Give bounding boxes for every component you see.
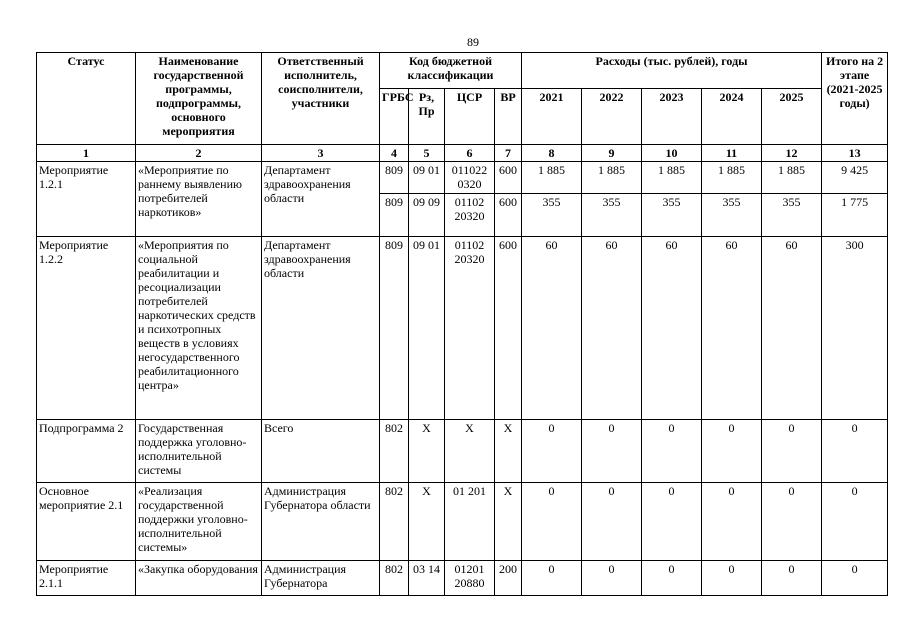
cell-value: 0 [582, 482, 642, 560]
cell-value: 0 [522, 420, 582, 483]
cell-rzpr: Х [409, 420, 445, 483]
header-vr: ВР [495, 89, 522, 145]
cell-rzpr: Х [409, 482, 445, 560]
cell-value: 0 [522, 560, 582, 595]
cell-value: 0 [762, 482, 822, 560]
cell-value: 1 885 [522, 162, 582, 194]
cell-total: 300 [822, 236, 888, 420]
cell-grbs: 802 [380, 420, 409, 483]
cell-value: 60 [762, 236, 822, 420]
cell-vr: 600 [495, 194, 522, 236]
cell-value: 0 [642, 420, 702, 483]
budget-table [36, 52, 888, 596]
header-budget-code: Код бюджетной классификации [380, 53, 522, 89]
row-name: «Реализация государственной поддержки уголовно-исполнительной системы» [136, 482, 262, 560]
column-number: 4 [380, 145, 409, 162]
column-number: 8 [522, 145, 582, 162]
cell-value: 0 [762, 560, 822, 595]
cell-value: 355 [762, 194, 822, 236]
cell-rzpr: 03 14 [409, 560, 445, 595]
header-executor: Ответственный исполнитель, соисполнители, участники [262, 53, 380, 145]
cell-value: 60 [642, 236, 702, 420]
row-status: Мероприятие 1.2.1 [37, 162, 136, 237]
cell-value: 1 885 [642, 162, 702, 194]
cell-value: 355 [702, 194, 762, 236]
column-number: 10 [642, 145, 702, 162]
cell-value: 0 [582, 560, 642, 595]
header-year: 2025 [762, 89, 822, 145]
cell-value: 0 [642, 560, 702, 595]
column-number: 3 [262, 145, 380, 162]
cell-value: 60 [582, 236, 642, 420]
header-name: Наименование государственной программы, подпрограммы, основного мероприятия [136, 53, 262, 145]
cell-value: 60 [522, 236, 582, 420]
table-row [37, 162, 888, 194]
cell-total: 9 425 [822, 162, 888, 194]
header-rzpr: Рз, Пр [409, 89, 445, 145]
cell-total: 0 [822, 560, 888, 595]
cell-total: 0 [822, 482, 888, 560]
cell-csr: 01102 20320 [445, 194, 495, 236]
cell-vr: Х [495, 482, 522, 560]
cell-grbs: 809 [380, 162, 409, 194]
cell-total: 1 775 [822, 194, 888, 236]
cell-value: 0 [702, 482, 762, 560]
row-executor: Департамент здравоохранения области [262, 162, 380, 237]
cell-csr: 01201 20880 [445, 560, 495, 595]
column-number: 5 [409, 145, 445, 162]
cell-rzpr: 09 01 [409, 162, 445, 194]
table-row [37, 560, 888, 595]
row-status: Мероприятие 1.2.2 [37, 236, 136, 420]
header-grbs: ГРБС [380, 89, 409, 145]
row-name: Государственная поддержка уголовно-исполнительной системы [136, 420, 262, 483]
row-status: Основное мероприятие 2.1 [37, 482, 136, 560]
row-executor: Администрация Губернатора [262, 560, 380, 595]
cell-csr: 01102 20320 [445, 236, 495, 420]
header-year: 2021 [522, 89, 582, 145]
column-number: 12 [762, 145, 822, 162]
cell-total: 0 [822, 420, 888, 483]
header-total: Итого на 2 этапе (2021-2025 годы) [822, 53, 888, 145]
row-name: «Закупка оборудования [136, 560, 262, 595]
row-status: Мероприятие 2.1.1 [37, 560, 136, 595]
header-status: Статус [37, 53, 136, 145]
header-year: 2023 [642, 89, 702, 145]
row-status: Подпрограмма 2 [37, 420, 136, 483]
cell-vr: Х [495, 420, 522, 483]
column-number: 7 [495, 145, 522, 162]
header-expenses: Расходы (тыс. рублей), годы [522, 53, 822, 89]
cell-csr: 01 201 [445, 482, 495, 560]
cell-grbs: 802 [380, 560, 409, 595]
column-number: 6 [445, 145, 495, 162]
cell-vr: 600 [495, 236, 522, 420]
cell-value: 0 [582, 420, 642, 483]
row-executor: Администрация Губернатора области [262, 482, 380, 560]
cell-vr: 200 [495, 560, 522, 595]
cell-csr: Х [445, 420, 495, 483]
cell-value: 0 [702, 560, 762, 595]
column-number: 13 [822, 145, 888, 162]
cell-grbs: 809 [380, 194, 409, 236]
table-row [37, 420, 888, 483]
cell-value: 0 [522, 482, 582, 560]
cell-value: 355 [582, 194, 642, 236]
cell-rzpr: 09 09 [409, 194, 445, 236]
table-row [37, 482, 888, 560]
cell-value: 1 885 [702, 162, 762, 194]
cell-value: 0 [762, 420, 822, 483]
cell-value: 355 [522, 194, 582, 236]
cell-value: 0 [642, 482, 702, 560]
row-name: «Мероприятия по социальной реабилитации и ресоциализации потребителей наркотических средств и психотропных веществ в условиях негосударственного реабилитационного центра» [136, 236, 262, 420]
cell-csr: 011022 0320 [445, 162, 495, 194]
cell-grbs: 809 [380, 236, 409, 420]
cell-vr: 600 [495, 162, 522, 194]
cell-value: 1 885 [762, 162, 822, 194]
table-row [37, 236, 888, 420]
cell-value: 1 885 [582, 162, 642, 194]
header-csr: ЦСР [445, 89, 495, 145]
column-number: 11 [702, 145, 762, 162]
cell-rzpr: 09 01 [409, 236, 445, 420]
cell-value: 0 [702, 420, 762, 483]
cell-value: 355 [642, 194, 702, 236]
row-executor: Всего [262, 420, 380, 483]
row-name: «Мероприятие по раннему выявлению потребителей наркотиков» [136, 162, 262, 237]
column-number: 1 [37, 145, 136, 162]
header-year: 2024 [702, 89, 762, 145]
header-year: 2022 [582, 89, 642, 145]
cell-grbs: 802 [380, 482, 409, 560]
row-executor: Департамент здравоохранения области [262, 236, 380, 420]
column-number: 2 [136, 145, 262, 162]
cell-value: 60 [702, 236, 762, 420]
column-number: 9 [582, 145, 642, 162]
page-number: 89 [467, 35, 479, 49]
